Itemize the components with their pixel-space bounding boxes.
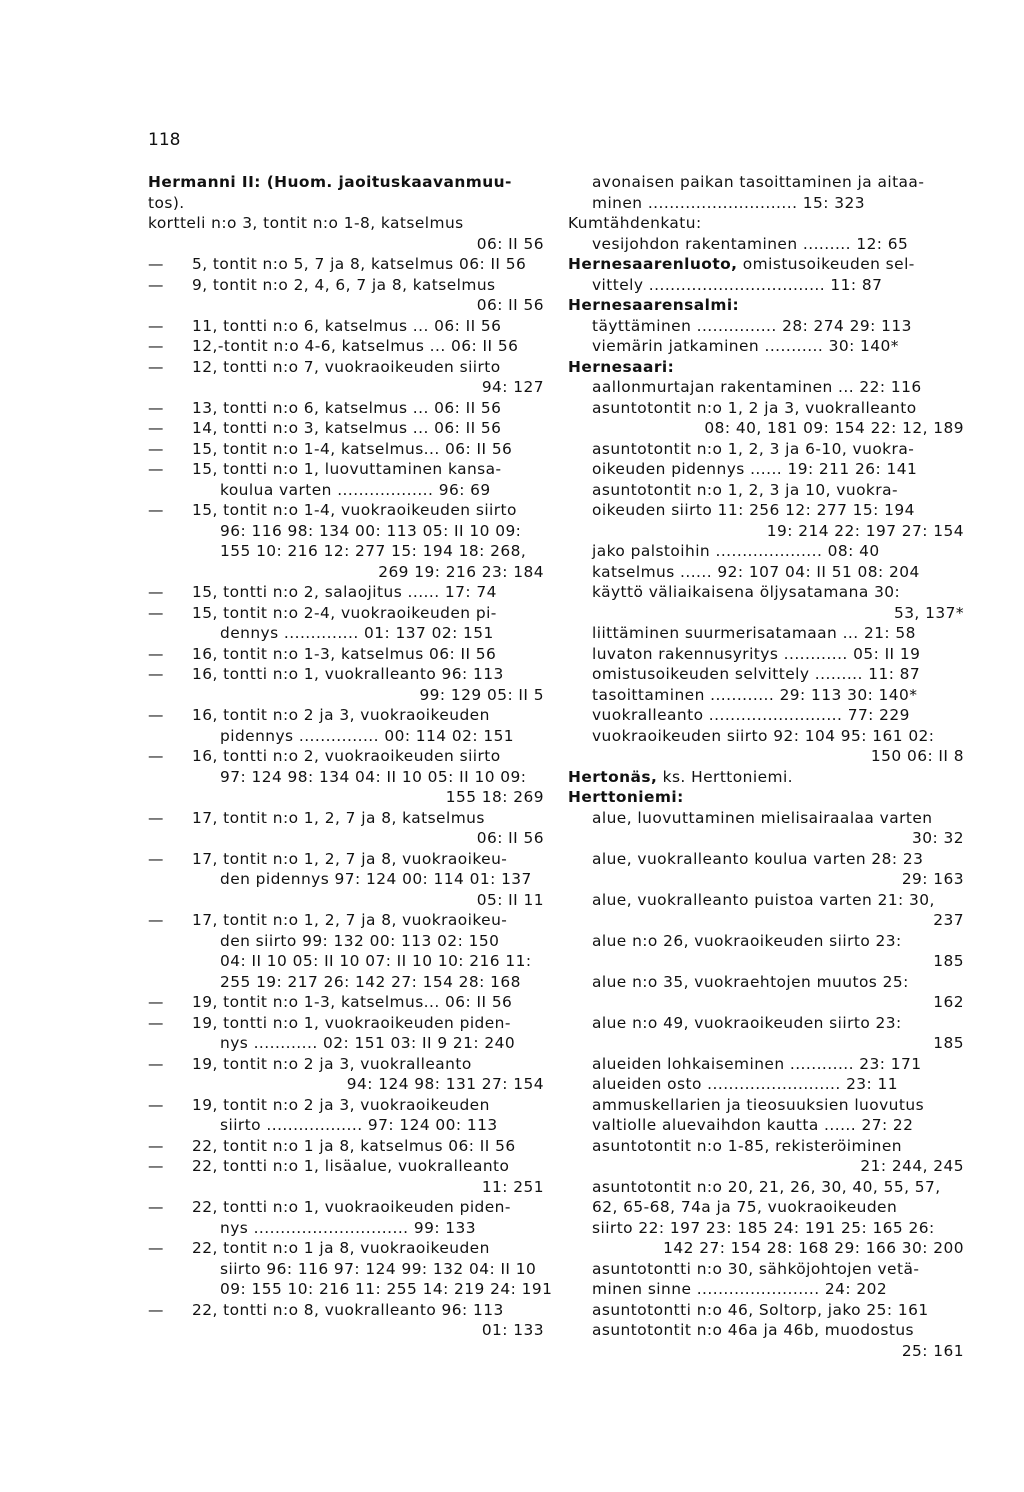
index-line: alue n:o 26, vuokraoikeuden siirto 23: <box>592 931 902 950</box>
index-line: Hernesaari: <box>568 357 675 376</box>
index-line: 142 27: 154 28: 168 29: 166 30: 200 <box>663 1239 964 1257</box>
index-entry-text: 19, tontti n:o 1, vuokraoikeuden piden- <box>192 1013 511 1032</box>
index-entry-text: 22, tontit n:o 1 ja 8, vuokraoikeuden <box>192 1239 490 1257</box>
dash-mark: — <box>148 501 164 519</box>
index-line: 29: 163 <box>901 870 964 888</box>
index-line: tos). <box>148 193 185 212</box>
index-line: Herttoniemi: <box>568 788 684 806</box>
index-entry-text: 15, tontti n:o 2, salaojitus ...... 17: 74 <box>192 583 497 601</box>
index-line: vittely ................................. 11: 87 <box>592 275 883 294</box>
index-line <box>148 808 544 829</box>
index-line: 94: 124 98: 131 27: 154 <box>346 1075 544 1093</box>
index-line: alue, vuokralleanto puistoa varten 21: 30, <box>592 890 935 909</box>
index-line: täyttäminen ............... 28: 274 29: 113 <box>592 316 912 335</box>
index-line: 19: 214 22: 197 27: 154 <box>766 521 964 540</box>
dash-mark: — <box>148 1095 164 1114</box>
dash-mark: — <box>148 1054 164 1073</box>
dash-mark: — <box>148 460 164 478</box>
index-entry-text: 15, tontit n:o 1-4, katselmus... 06: II 56 <box>192 439 513 458</box>
index-line <box>148 500 544 521</box>
index-line: minen sinne ....................... 24: 202 <box>592 1280 888 1298</box>
dash-mark: — <box>148 1239 164 1257</box>
index-line: koulua varten .................. 96: 69 <box>220 480 491 499</box>
index-line: asuntotontit n:o 46a ja 46b, muodostus <box>592 1321 915 1339</box>
dash-mark: — <box>148 747 164 765</box>
index-line: Kumtähdenkatu: <box>568 214 702 232</box>
index-line <box>568 767 964 788</box>
index-line: asuntotontit n:o 1-85, rekisteröiminen <box>592 1136 903 1155</box>
index-line: käyttö väliaikaisena öljysatamana 30: <box>592 583 901 601</box>
index-line <box>148 849 544 870</box>
index-line: viemärin jatkaminen ........... 30: 140* <box>592 337 899 355</box>
index-line <box>148 705 544 726</box>
index-line: luvaton rakennusyritys ............ 05: II 19 <box>592 644 921 663</box>
index-line <box>148 644 544 665</box>
page-number: 118 <box>148 130 181 150</box>
index-line: alueiden osto ......................... 23: 11 <box>592 1075 899 1093</box>
index-entry-text: 5, tontit n:o 5, 7 ja 8, katselmus 06: II 56 <box>192 255 527 273</box>
dash-mark: — <box>148 357 164 376</box>
index-line: dennys .............. 01: 137 02: 151 <box>220 624 494 642</box>
index-entry-text: 19, tontit n:o 1-3, katselmus... 06: II 56 <box>192 993 513 1011</box>
index-entry-text: 13, tontti n:o 6, katselmus ... 06: II 56 <box>192 398 502 417</box>
index-line: 185 <box>933 1034 964 1052</box>
index-line: ammuskellarien ja tieosuuksien luovutus <box>592 1095 925 1114</box>
index-line: 185 <box>933 952 964 970</box>
index-line <box>148 746 544 767</box>
dash-mark: — <box>148 665 164 683</box>
index-line: 09: 155 10: 216 11: 255 14: 219 24: 191 <box>220 1280 553 1298</box>
dash-mark: — <box>148 1300 164 1319</box>
index-heading: Hernesaarenluoto, <box>568 255 738 273</box>
index-heading-rest: ks. Herttoniemi. <box>657 767 794 786</box>
right-column <box>568 172 964 1361</box>
index-line: 04: II 10 05: II 10 07: II 10 10: 216 11: <box>220 952 532 970</box>
index-line: 97: 124 98: 134 04: II 10 05: II 10 09: <box>220 767 527 786</box>
index-line: pidennys ............... 00: 114 02: 151 <box>220 726 515 745</box>
index-line: asuntotontti n:o 46, Soltorp, jako 25: 161 <box>592 1300 929 1319</box>
index-line <box>148 1197 544 1218</box>
index-line: alue n:o 35, vuokraehtojen muutos 25: <box>592 972 909 991</box>
index-line: 99: 129 05: II 5 <box>419 685 544 704</box>
index-line <box>148 603 544 624</box>
dash-mark: — <box>148 275 164 294</box>
index-line: 08: 40, 181 09: 154 22: 12, 189 <box>704 419 964 437</box>
index-entry-text: 11, tontti n:o 6, katselmus ... 06: II 56 <box>192 316 502 335</box>
dash-mark: — <box>148 1136 164 1155</box>
index-line: nys ............................. 99: 133 <box>220 1218 477 1237</box>
index-entry-text: 22, tontit n:o 1 ja 8, katselmus 06: II 56 <box>192 1136 516 1155</box>
index-line <box>148 459 544 480</box>
index-line <box>148 992 544 1013</box>
index-line: siirto .................. 97: 124 00: 113 <box>220 1116 498 1134</box>
index-line: 155 10: 216 12: 277 15: 194 18: 268, <box>220 542 527 560</box>
index-line <box>148 254 544 275</box>
index-line: 237 <box>933 911 964 929</box>
dash-mark: — <box>148 255 164 273</box>
index-line: kortteli n:o 3, tontit n:o 1-8, katselmus <box>148 214 464 232</box>
index-line: 05: II 11 <box>476 890 544 909</box>
index-line: siirto 96: 116 97: 124 99: 132 04: II 10 <box>220 1259 537 1278</box>
index-entry-text: 9, tontit n:o 2, 4, 6, 7 ja 8, katselmus <box>192 275 496 294</box>
index-entry-text: 14, tontti n:o 3, katselmus ... 06: II 56 <box>192 419 502 437</box>
index-entry-text: 12, tontti n:o 7, vuokraoikeuden siirto <box>192 357 501 376</box>
index-heading-rest: omistusoikeuden sel- <box>737 255 915 273</box>
index-entry-text: 19, tontit n:o 2 ja 3, vuokraoikeuden <box>192 1095 490 1114</box>
index-line: 255 19: 217 26: 142 27: 154 28: 168 <box>220 972 521 991</box>
index-line <box>148 1095 544 1116</box>
index-line <box>568 254 964 275</box>
index-line: oikeuden pidennys ...... 19: 211 26: 141 <box>592 460 918 478</box>
dash-mark: — <box>148 337 164 355</box>
dash-mark: — <box>148 439 164 458</box>
dash-mark: — <box>148 706 164 724</box>
index-line: 25: 161 <box>901 1341 964 1360</box>
dash-mark: — <box>148 644 164 663</box>
dash-mark: — <box>148 1198 164 1216</box>
index-line: alueiden lohkaiseminen ............ 23: 171 <box>592 1054 922 1073</box>
dash-mark: — <box>148 993 164 1011</box>
index-entry-text: 17, tontit n:o 1, 2, 7 ja 8, katselmus <box>192 808 485 827</box>
index-line: 269 19: 216 23: 184 <box>378 562 544 581</box>
dash-mark: — <box>148 583 164 601</box>
dash-mark: — <box>148 808 164 827</box>
index-entry-text: 22, tontti n:o 1, vuokraoikeuden piden- <box>192 1198 511 1216</box>
index-line <box>148 664 544 685</box>
index-line: Hernesaarensalmi: <box>568 296 740 314</box>
dash-mark: — <box>148 419 164 437</box>
index-line <box>148 1156 544 1177</box>
index-line: alue, luovuttaminen mielisairaalaa varten <box>592 808 933 827</box>
dash-mark: — <box>148 398 164 417</box>
index-line: 06: II 56 <box>476 829 544 847</box>
index-line: liittäminen suurmerisatamaan ... 21: 58 <box>592 624 916 642</box>
dash-mark: — <box>148 1157 164 1175</box>
index-line: 21: 244, 245 <box>860 1157 964 1175</box>
dash-mark: — <box>148 849 164 868</box>
index-line: vuokralleanto ......................... 77: 229 <box>592 706 910 724</box>
index-line: 96: 116 98: 134 00: 113 05: II 10 09: <box>220 521 522 540</box>
index-line: Hermanni II: (Huom. jaoituskaavanmuu- <box>148 173 512 191</box>
dash-mark: — <box>148 911 164 929</box>
dash-mark: — <box>148 1013 164 1032</box>
index-entry-text: 22, tontti n:o 8, vuokralleanto 96: 113 <box>192 1300 504 1319</box>
index-line: 01: 133 <box>481 1321 544 1339</box>
index-line <box>148 1013 544 1034</box>
index-line <box>148 316 544 337</box>
index-entry-text: 15, tontti n:o 1, luovuttaminen kansa- <box>192 460 502 478</box>
index-entry-text: 19, tontit n:o 2 ja 3, vuokralleanto <box>192 1054 472 1073</box>
index-line <box>148 398 544 419</box>
index-line: jako palstoihin .................... 08: 40 <box>592 542 880 560</box>
index-entry-text: 17, tontit n:o 1, 2, 7 ja 8, vuokraoikeu- <box>192 849 508 868</box>
index-line: 62, 65-68, 74a ja 75, vuokraoikeuden <box>592 1198 898 1216</box>
index-line <box>148 1054 544 1075</box>
index-line: asuntotontit n:o 1, 2 ja 3, vuokralleanto <box>592 398 917 417</box>
index-line: siirto 22: 197 23: 185 24: 191 25: 165 26: <box>592 1218 935 1237</box>
index-line: omistusoikeuden selvittely ......... 11: 87 <box>592 665 921 683</box>
index-line: 94: 127 <box>481 378 544 396</box>
index-line: asuntotontit n:o 1, 2, 3 ja 10, vuokra- <box>592 480 898 499</box>
index-entry-text: 16, tontti n:o 1, vuokralleanto 96: 113 <box>192 665 504 683</box>
index-line: asuntotontit n:o 1, 2, 3 ja 6-10, vuokra- <box>592 439 915 458</box>
index-entry-text: 16, tontti n:o 2, vuokraoikeuden siirto <box>192 747 501 765</box>
index-entry-text: 16, tontit n:o 2 ja 3, vuokraoikeuden <box>192 706 490 724</box>
index-line: nys ............ 02: 151 03: II 9 21: 240 <box>220 1034 516 1052</box>
index-line: vuokraoikeuden siirto 92: 104 95: 161 02: <box>592 726 935 745</box>
index-line: 155 18: 269 <box>445 788 544 806</box>
index-line: den siirto 99: 132 00: 113 02: 150 <box>220 931 500 950</box>
index-line: minen ............................ 15: 323 <box>592 193 865 212</box>
index-line <box>148 418 544 439</box>
index-line <box>148 336 544 357</box>
left-column <box>148 172 553 1341</box>
index-line: alue, vuokralleanto koulua varten 28: 23 <box>592 849 924 868</box>
index-line: oikeuden siirto 11: 256 12: 277 15: 194 <box>592 501 915 519</box>
index-line: avonaisen paikan tasoittaminen ja aitaa- <box>592 173 925 191</box>
index-line: asuntotontit n:o 20, 21, 26, 30, 40, 55, 57, <box>592 1177 941 1196</box>
index-line <box>148 275 544 296</box>
dash-mark: — <box>148 316 164 335</box>
index-heading: Hertonäs, <box>568 767 658 786</box>
index-entry-text: 15, tontit n:o 2-4, vuokraoikeuden pi- <box>192 603 497 622</box>
index-line <box>148 1238 544 1259</box>
index-line: 06: II 56 <box>476 296 544 314</box>
dash-mark: — <box>148 603 164 622</box>
index-line <box>148 1136 544 1157</box>
index-line: den pidennys 97: 124 00: 114 01: 137 <box>220 870 532 888</box>
index-line: 150 06: II 8 <box>870 747 964 765</box>
index-line: tasoittaminen ............ 29: 113 30: 140* <box>592 685 918 704</box>
index-line: alue n:o 49, vuokraoikeuden siirto 23: <box>592 1013 902 1032</box>
index-line <box>148 582 544 603</box>
index-line: 30: 32 <box>912 829 964 847</box>
index-line: valtiolle aluevaihdon kautta ...... 27: 22 <box>592 1116 914 1134</box>
index-entry-text: 17, tontit n:o 1, 2, 7 ja 8, vuokraoikeu- <box>192 911 508 929</box>
index-line <box>148 910 544 931</box>
index-line: 53, 137* <box>893 603 964 622</box>
index-line <box>148 357 544 378</box>
index-line <box>148 1300 544 1321</box>
index-entry-text: 22, tontti n:o 1, lisäalue, vuokralleanto <box>192 1157 510 1175</box>
index-line: 162 <box>933 993 964 1011</box>
index-entry-text: 15, tontit n:o 1-4, vuokraoikeuden siirto <box>192 501 517 519</box>
index-line: 06: II 56 <box>476 234 544 253</box>
index-line: aallonmurtajan rakentaminen ... 22: 116 <box>592 378 922 396</box>
index-entry-text: 12,-tontit n:o 4-6, katselmus ... 06: II 56 <box>192 337 519 355</box>
index-entry-text: 16, tontit n:o 1-3, katselmus 06: II 56 <box>192 644 497 663</box>
index-line: asuntotontti n:o 30, sähköjohtojen vetä- <box>592 1259 920 1278</box>
index-line <box>148 439 544 460</box>
index-line: katselmus ...... 92: 107 04: II 51 08: 204 <box>592 562 920 581</box>
index-line: vesijohdon rakentaminen ......... 12: 65 <box>592 234 909 253</box>
index-line: 11: 251 <box>481 1177 544 1196</box>
